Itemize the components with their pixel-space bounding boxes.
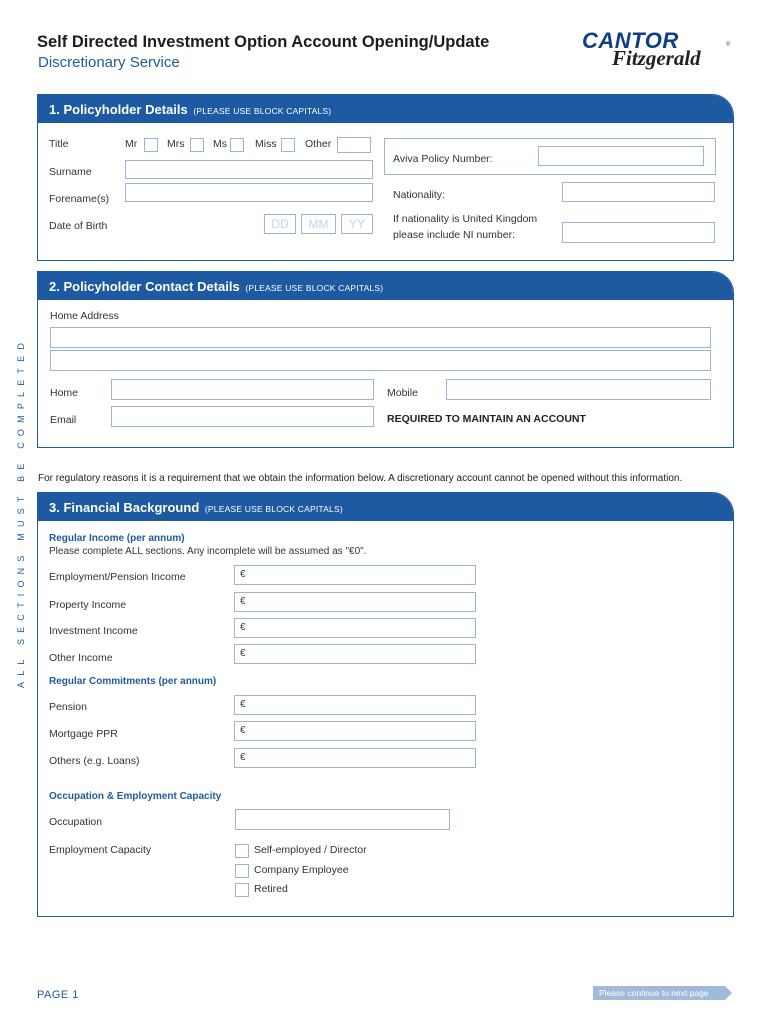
- capacity-self-employed-checkbox[interactable]: [235, 844, 249, 858]
- title-other-label: Other: [305, 138, 332, 150]
- policy-number-label: Aviva Policy Number:: [393, 153, 493, 165]
- surname-input[interactable]: [125, 160, 373, 179]
- income-other-input[interactable]: €: [234, 644, 476, 664]
- capacity-company-employee-checkbox[interactable]: [235, 864, 249, 878]
- forenames-input[interactable]: [125, 183, 373, 202]
- mobile-input[interactable]: [446, 379, 711, 400]
- nationality-label: Nationality:: [393, 189, 445, 201]
- home-address-line1-input[interactable]: [50, 327, 711, 348]
- title-label: Title: [49, 138, 69, 150]
- logo-fitzgerald: Fitzgerald: [612, 46, 701, 70]
- side-banner: ALL SECTIONS MUST BE COMPLETED: [16, 336, 26, 688]
- policy-number-input[interactable]: [538, 146, 704, 166]
- home-address-label: Home Address: [50, 310, 119, 322]
- email-label: Email: [50, 414, 77, 426]
- dob-day-input[interactable]: DD: [264, 214, 296, 234]
- logo-cantor: CANTOR: [582, 28, 679, 53]
- income-property-label: Property Income: [49, 599, 127, 611]
- dob-year-input[interactable]: YY: [341, 214, 373, 234]
- title-ms-label: Ms: [213, 138, 227, 150]
- continue-next-page: Please continue to next page: [593, 986, 725, 1000]
- dob-month-input[interactable]: MM: [301, 214, 336, 234]
- employment-capacity-label: Employment Capacity: [49, 844, 152, 856]
- dob-label: Date of Birth: [49, 220, 108, 232]
- form-subtitle: Discretionary Service: [38, 54, 180, 71]
- ni-label-line1: If nationality is United Kingdom: [393, 213, 538, 225]
- title-miss-checkbox[interactable]: [281, 138, 295, 152]
- email-required-note: REQUIRED TO MAINTAIN AN ACCOUNT: [387, 413, 586, 425]
- regulatory-notice: For regulatory reasons it is a requirement that we obtain the information below. A discretionary account cannot be opened without this information.: [38, 473, 683, 484]
- section2-heading: [38, 272, 733, 300]
- section3-title: 3. Financial Background: [49, 500, 200, 515]
- email-input[interactable]: [111, 406, 374, 427]
- commitments-title: Regular Commitments (per annum): [49, 676, 217, 687]
- home-phone-label: Home: [50, 387, 79, 399]
- title-mr-label: Mr: [125, 138, 138, 150]
- form-title: Self Directed Investment Option Account Opening/Update: [37, 33, 490, 51]
- section-contact-details: [37, 271, 734, 448]
- commitment-pension-input[interactable]: €: [234, 695, 476, 715]
- ni-number-input[interactable]: [562, 222, 715, 243]
- section3-note: (PLEASE USE BLOCK CAPITALS): [204, 504, 343, 514]
- section-policyholder-details: [37, 94, 734, 261]
- title-other-input[interactable]: [337, 137, 371, 153]
- section3-heading: [38, 493, 733, 521]
- occupation-input[interactable]: [235, 809, 450, 830]
- section1-note: (PLEASE USE BLOCK CAPITALS): [193, 106, 332, 116]
- commitment-mortgage-input[interactable]: €: [234, 721, 476, 741]
- income-employment-input[interactable]: €: [234, 565, 476, 585]
- capacity-self-employed-label: Self-employed / Director: [254, 844, 367, 856]
- occupation-label: Occupation: [49, 816, 103, 828]
- income-employment-label: Employment/Pension Income: [49, 571, 186, 583]
- section1-heading: [38, 95, 733, 123]
- commitment-mortgage-label: Mortgage PPR: [49, 728, 118, 740]
- commitment-others-label: Others (e.g. Loans): [49, 755, 140, 767]
- capacity-company-employee-label: Company Employee: [254, 864, 349, 876]
- ni-label-line2: please include NI number:: [393, 229, 515, 241]
- title-mrs-checkbox[interactable]: [190, 138, 204, 152]
- income-property-input[interactable]: €: [234, 592, 476, 612]
- section2-note: (PLEASE USE BLOCK CAPITALS): [245, 283, 384, 293]
- section-financial-background: [37, 492, 734, 917]
- title-ms-checkbox[interactable]: [230, 138, 244, 152]
- capacity-retired-label: Retired: [254, 883, 288, 895]
- home-phone-input[interactable]: [111, 379, 374, 400]
- regular-income-title: Regular Income (per annum): [49, 533, 185, 544]
- title-mrs-label: Mrs: [167, 138, 185, 150]
- mobile-label: Mobile: [387, 387, 418, 399]
- income-investment-label: Investment Income: [49, 625, 138, 637]
- page-number: PAGE 1: [37, 989, 79, 1001]
- income-other-label: Other Income: [49, 652, 113, 664]
- capacity-retired-checkbox[interactable]: [235, 883, 249, 897]
- commitment-others-input[interactable]: €: [234, 748, 476, 768]
- title-miss-label: Miss: [255, 138, 277, 150]
- income-investment-input[interactable]: €: [234, 618, 476, 638]
- nationality-input[interactable]: [562, 182, 715, 202]
- section1-title: 1. Policyholder Details: [49, 102, 188, 117]
- surname-label: Surname: [49, 166, 92, 178]
- home-address-line2-input[interactable]: [50, 350, 711, 371]
- occupation-title: Occupation & Employment Capacity: [49, 791, 222, 802]
- commitment-pension-label: Pension: [49, 701, 87, 713]
- title-mr-checkbox[interactable]: [144, 138, 158, 152]
- section2-title: 2. Policyholder Contact Details: [49, 279, 240, 294]
- forenames-label: Forename(s): [49, 193, 110, 205]
- logo-trademark: ®: [726, 42, 731, 48]
- regular-income-note: Please complete ALL sections. Any incomplete will be assumed as "€0".: [49, 546, 367, 557]
